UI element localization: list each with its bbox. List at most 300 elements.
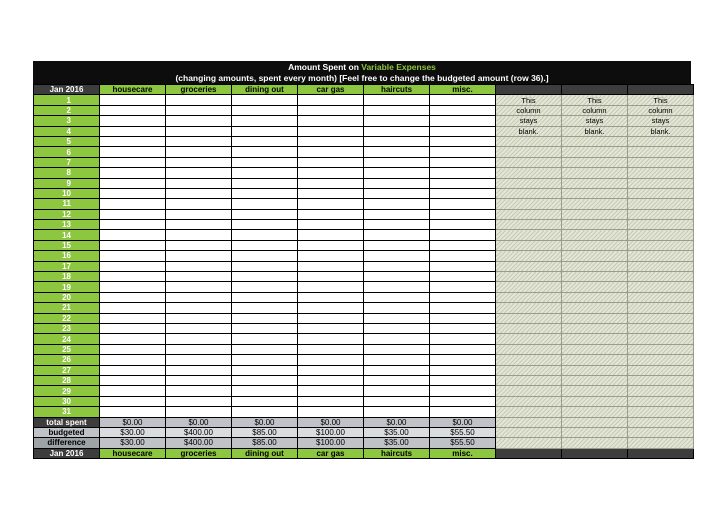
expense-cell[interactable] xyxy=(430,365,496,375)
blank-column-cell: blank. xyxy=(562,126,628,136)
day-number: 27 xyxy=(34,365,100,375)
expense-cell[interactable] xyxy=(100,105,166,115)
expense-cell[interactable] xyxy=(232,178,298,188)
expense-cell[interactable] xyxy=(166,292,232,302)
expense-cell[interactable] xyxy=(298,323,364,333)
expense-cell[interactable] xyxy=(232,261,298,271)
blank-column-cell xyxy=(496,417,562,427)
expense-cell[interactable] xyxy=(232,168,298,178)
expense-cell[interactable] xyxy=(166,240,232,250)
expense-cell[interactable] xyxy=(166,178,232,188)
expense-cell[interactable] xyxy=(166,282,232,292)
expense-cell[interactable] xyxy=(232,282,298,292)
expense-cell[interactable] xyxy=(430,230,496,240)
expense-cell[interactable] xyxy=(232,95,298,105)
expense-cell[interactable] xyxy=(430,199,496,209)
blank-column-cell xyxy=(496,303,562,313)
blank-column-footer xyxy=(496,448,562,458)
blank-column-cell xyxy=(628,147,694,157)
expense-cell[interactable] xyxy=(298,386,364,396)
day-row xyxy=(34,230,694,240)
expense-cell[interactable] xyxy=(166,313,232,323)
expense-cell[interactable] xyxy=(430,292,496,302)
blank-column-header xyxy=(496,85,562,95)
expense-cell[interactable] xyxy=(364,344,430,354)
summary-value: $0.00 xyxy=(430,417,496,427)
summary-value: $0.00 xyxy=(364,417,430,427)
expense-cell[interactable] xyxy=(430,136,496,146)
expense-cell[interactable] xyxy=(100,147,166,157)
blank-column-cell xyxy=(628,292,694,302)
expense-cell[interactable] xyxy=(364,386,430,396)
expense-cell[interactable] xyxy=(166,272,232,282)
blank-column-cell xyxy=(628,365,694,375)
expense-cell[interactable] xyxy=(232,126,298,136)
expense-cell[interactable] xyxy=(430,95,496,105)
expense-cell[interactable] xyxy=(430,344,496,354)
expense-cell[interactable] xyxy=(232,251,298,261)
expense-cell[interactable] xyxy=(364,355,430,365)
expense-cell[interactable] xyxy=(100,396,166,406)
blank-column-cell xyxy=(496,199,562,209)
expense-cell[interactable] xyxy=(232,292,298,302)
blank-column-cell xyxy=(628,323,694,333)
blank-column-cell xyxy=(628,251,694,261)
expense-cell[interactable] xyxy=(166,105,232,115)
day-number: 7 xyxy=(34,157,100,167)
day-row xyxy=(34,365,694,375)
expense-cell[interactable] xyxy=(100,240,166,250)
expense-cell[interactable] xyxy=(166,230,232,240)
day-number: 12 xyxy=(34,209,100,219)
expense-cell[interactable] xyxy=(100,386,166,396)
category-header: misc. xyxy=(430,85,496,95)
blank-column-cell: blank. xyxy=(496,126,562,136)
blank-column-cell xyxy=(562,199,628,209)
expense-cell[interactable] xyxy=(100,95,166,105)
expense-cell[interactable] xyxy=(298,220,364,230)
expense-cell[interactable] xyxy=(364,407,430,417)
blank-column-cell: column xyxy=(496,105,562,115)
blank-column-cell xyxy=(628,157,694,167)
sheet-subtitle: (changing amounts, spent every month) [Feel free to change the budgeted amount (row 36).] xyxy=(175,73,549,83)
blank-column-cell xyxy=(628,344,694,354)
summary-row xyxy=(34,417,694,427)
footer-row xyxy=(34,448,694,458)
expense-cell[interactable] xyxy=(232,407,298,417)
expense-cell[interactable] xyxy=(232,116,298,126)
blank-column-cell xyxy=(562,355,628,365)
expense-cell[interactable] xyxy=(100,292,166,302)
expense-cell[interactable] xyxy=(166,396,232,406)
expense-cell[interactable] xyxy=(100,199,166,209)
blank-column-cell xyxy=(628,168,694,178)
blank-column-footer xyxy=(562,448,628,458)
expense-cell[interactable] xyxy=(364,136,430,146)
expense-cell[interactable] xyxy=(232,105,298,115)
day-number: 5 xyxy=(34,136,100,146)
expense-cell[interactable] xyxy=(298,396,364,406)
expense-cell[interactable] xyxy=(100,116,166,126)
expense-cell[interactable] xyxy=(298,375,364,385)
expense-cell[interactable] xyxy=(298,199,364,209)
expense-cell[interactable] xyxy=(298,95,364,105)
summary-value[interactable]: $400.00 xyxy=(166,427,232,437)
expense-cell[interactable] xyxy=(100,334,166,344)
day-row xyxy=(34,116,694,126)
expense-cell[interactable] xyxy=(364,105,430,115)
expense-cell[interactable] xyxy=(430,105,496,115)
blank-column-cell xyxy=(496,438,562,448)
expense-cell[interactable] xyxy=(166,95,232,105)
expense-cell[interactable] xyxy=(100,220,166,230)
summary-value[interactable]: $85.00 xyxy=(232,427,298,437)
expense-cell[interactable] xyxy=(298,261,364,271)
expense-cell[interactable] xyxy=(100,157,166,167)
expense-cell[interactable] xyxy=(430,178,496,188)
day-number: 8 xyxy=(34,168,100,178)
expense-cell[interactable] xyxy=(364,230,430,240)
blank-column-cell xyxy=(562,375,628,385)
expense-cell[interactable] xyxy=(232,136,298,146)
blank-column-cell xyxy=(628,199,694,209)
expense-cell[interactable] xyxy=(298,116,364,126)
day-number: 3 xyxy=(34,116,100,126)
blank-column-cell xyxy=(562,188,628,198)
summary-label: difference xyxy=(34,438,100,448)
expense-cell[interactable] xyxy=(364,251,430,261)
expense-cell[interactable] xyxy=(430,323,496,333)
day-row xyxy=(34,199,694,209)
expense-cell[interactable] xyxy=(232,323,298,333)
expense-cell[interactable] xyxy=(166,199,232,209)
blank-column-cell xyxy=(496,365,562,375)
day-number: 19 xyxy=(34,282,100,292)
expense-cell[interactable] xyxy=(232,220,298,230)
day-row xyxy=(34,303,694,313)
expense-cell[interactable] xyxy=(100,313,166,323)
blank-column-cell xyxy=(496,220,562,230)
expense-cell[interactable] xyxy=(298,282,364,292)
blank-column-cell xyxy=(562,438,628,448)
expense-cell[interactable] xyxy=(298,178,364,188)
day-number: 31 xyxy=(34,407,100,417)
expense-cell[interactable] xyxy=(100,375,166,385)
expense-cell[interactable] xyxy=(166,344,232,354)
blank-column-cell xyxy=(628,230,694,240)
expense-cell[interactable] xyxy=(364,116,430,126)
expense-cell[interactable] xyxy=(430,313,496,323)
expense-cell[interactable] xyxy=(232,396,298,406)
expense-cell[interactable] xyxy=(430,126,496,136)
expense-cell[interactable] xyxy=(364,282,430,292)
summary-row xyxy=(34,438,694,448)
expense-cell[interactable] xyxy=(298,168,364,178)
blank-column-cell xyxy=(496,313,562,323)
expense-cell[interactable] xyxy=(100,303,166,313)
day-number: 10 xyxy=(34,188,100,198)
expense-cell[interactable] xyxy=(100,178,166,188)
blank-column-cell xyxy=(562,261,628,271)
expense-cell[interactable] xyxy=(364,261,430,271)
expense-cell[interactable] xyxy=(430,407,496,417)
expense-cell[interactable] xyxy=(364,313,430,323)
expense-table xyxy=(33,84,694,459)
summary-label: budgeted xyxy=(34,427,100,437)
expense-cell[interactable] xyxy=(364,126,430,136)
day-row xyxy=(34,396,694,406)
sheet-title xyxy=(33,61,691,73)
blank-column-cell xyxy=(562,365,628,375)
day-number: 30 xyxy=(34,396,100,406)
blank-column-cell xyxy=(496,157,562,167)
expense-cell[interactable] xyxy=(364,178,430,188)
expense-cell[interactable] xyxy=(430,157,496,167)
blank-column-cell xyxy=(628,438,694,448)
expense-cell[interactable] xyxy=(364,220,430,230)
blank-column-cell xyxy=(496,282,562,292)
expense-cell[interactable] xyxy=(298,344,364,354)
category-header: car gas xyxy=(298,85,364,95)
day-row xyxy=(34,323,694,333)
blank-column-cell: This xyxy=(628,95,694,105)
day-row xyxy=(34,126,694,136)
day-number: 20 xyxy=(34,292,100,302)
day-number: 6 xyxy=(34,147,100,157)
expense-cell[interactable] xyxy=(298,365,364,375)
expense-cell[interactable] xyxy=(100,126,166,136)
day-number: 24 xyxy=(34,334,100,344)
blank-column-cell xyxy=(628,261,694,271)
expense-cell[interactable] xyxy=(166,323,232,333)
expense-cell[interactable] xyxy=(430,334,496,344)
expense-cell[interactable] xyxy=(166,220,232,230)
expense-cell[interactable] xyxy=(100,365,166,375)
expense-cell[interactable] xyxy=(100,355,166,365)
expense-cell[interactable] xyxy=(232,313,298,323)
expense-cell[interactable] xyxy=(166,168,232,178)
category-header: housecare xyxy=(100,85,166,95)
blank-column-cell xyxy=(628,313,694,323)
expense-cell[interactable] xyxy=(232,303,298,313)
expense-cell[interactable] xyxy=(298,251,364,261)
expense-cell[interactable] xyxy=(166,334,232,344)
expense-cell[interactable] xyxy=(232,334,298,344)
expense-cell[interactable] xyxy=(166,188,232,198)
day-row xyxy=(34,105,694,115)
expense-cell[interactable] xyxy=(166,157,232,167)
expense-cell[interactable] xyxy=(166,209,232,219)
month-label: Jan 2016 xyxy=(34,448,100,458)
expense-cell[interactable] xyxy=(298,126,364,136)
expense-cell[interactable] xyxy=(166,116,232,126)
expense-cell[interactable] xyxy=(364,209,430,219)
expense-cell[interactable] xyxy=(430,188,496,198)
expense-cell[interactable] xyxy=(232,355,298,365)
day-number: 13 xyxy=(34,220,100,230)
expense-cell[interactable] xyxy=(232,199,298,209)
category-footer: haircuts xyxy=(364,448,430,458)
expense-cell[interactable] xyxy=(100,168,166,178)
expense-cell[interactable] xyxy=(430,272,496,282)
expense-cell[interactable] xyxy=(430,375,496,385)
expense-cell[interactable] xyxy=(430,282,496,292)
blank-column-cell xyxy=(562,230,628,240)
expense-cell[interactable] xyxy=(100,272,166,282)
expense-cell[interactable] xyxy=(232,240,298,250)
expense-cell[interactable] xyxy=(298,136,364,146)
expense-cell[interactable] xyxy=(100,323,166,333)
expense-cell[interactable] xyxy=(298,188,364,198)
expense-cell[interactable] xyxy=(232,365,298,375)
blank-column-cell xyxy=(496,209,562,219)
expense-cell[interactable] xyxy=(364,323,430,333)
expense-cell[interactable] xyxy=(232,230,298,240)
expense-cell[interactable] xyxy=(298,303,364,313)
day-row xyxy=(34,292,694,302)
expense-cell[interactable] xyxy=(364,334,430,344)
expense-cell[interactable] xyxy=(166,303,232,313)
expense-cell[interactable] xyxy=(166,407,232,417)
day-row xyxy=(34,168,694,178)
expense-cell[interactable] xyxy=(100,136,166,146)
day-row xyxy=(34,386,694,396)
expense-cell[interactable] xyxy=(430,209,496,219)
expense-cell[interactable] xyxy=(298,240,364,250)
blank-column-cell xyxy=(496,188,562,198)
blank-column-cell xyxy=(496,427,562,437)
expense-cell[interactable] xyxy=(298,209,364,219)
day-number: 15 xyxy=(34,240,100,250)
blank-column-cell xyxy=(562,240,628,250)
day-row xyxy=(34,136,694,146)
expense-cell[interactable] xyxy=(166,147,232,157)
expense-cell[interactable] xyxy=(430,261,496,271)
expense-cell[interactable] xyxy=(364,240,430,250)
blank-column-cell xyxy=(496,147,562,157)
expense-cell[interactable] xyxy=(364,168,430,178)
expense-cell[interactable] xyxy=(232,147,298,157)
expense-cell[interactable] xyxy=(100,282,166,292)
expense-cell[interactable] xyxy=(364,272,430,282)
expense-cell[interactable] xyxy=(166,355,232,365)
expense-cell[interactable] xyxy=(298,355,364,365)
day-row xyxy=(34,240,694,250)
expense-cell[interactable] xyxy=(298,272,364,282)
expense-cell[interactable] xyxy=(430,240,496,250)
blank-column-footer xyxy=(628,448,694,458)
day-row xyxy=(34,407,694,417)
blank-column-cell xyxy=(562,136,628,146)
title-accent: Variable Expenses xyxy=(361,62,436,72)
expense-cell[interactable] xyxy=(430,147,496,157)
blank-column-cell xyxy=(562,334,628,344)
expense-cell[interactable] xyxy=(430,116,496,126)
day-row xyxy=(34,251,694,261)
blank-column-cell xyxy=(628,220,694,230)
expense-cell[interactable] xyxy=(166,375,232,385)
expense-cell[interactable] xyxy=(430,386,496,396)
blank-column-cell xyxy=(562,386,628,396)
expense-cell[interactable] xyxy=(100,188,166,198)
summary-value[interactable]: $55.50 xyxy=(430,427,496,437)
expense-cell[interactable] xyxy=(232,386,298,396)
blank-column-cell xyxy=(496,272,562,282)
expense-cell[interactable] xyxy=(364,157,430,167)
expense-cell[interactable] xyxy=(166,136,232,146)
expense-cell[interactable] xyxy=(364,375,430,385)
expense-cell[interactable] xyxy=(232,157,298,167)
expense-cell[interactable] xyxy=(364,396,430,406)
day-number: 18 xyxy=(34,272,100,282)
expense-cell[interactable] xyxy=(298,157,364,167)
expense-cell[interactable] xyxy=(166,365,232,375)
expense-cell[interactable] xyxy=(298,230,364,240)
expense-cell[interactable] xyxy=(166,261,232,271)
expense-cell[interactable] xyxy=(430,220,496,230)
expense-cell[interactable] xyxy=(364,95,430,105)
summary-value: $400.00 xyxy=(166,438,232,448)
category-header: haircuts xyxy=(364,85,430,95)
expense-cell[interactable] xyxy=(364,303,430,313)
category-header: dining out xyxy=(232,85,298,95)
expense-cell[interactable] xyxy=(430,396,496,406)
day-row xyxy=(34,355,694,365)
category-footer: car gas xyxy=(298,448,364,458)
summary-value[interactable]: $35.00 xyxy=(364,427,430,437)
expense-cell[interactable] xyxy=(232,188,298,198)
expense-cell[interactable] xyxy=(430,355,496,365)
expense-cell[interactable] xyxy=(364,365,430,375)
expense-cell[interactable] xyxy=(166,126,232,136)
summary-label: total spent xyxy=(34,417,100,427)
expense-cell[interactable] xyxy=(430,303,496,313)
blank-column-cell xyxy=(562,282,628,292)
blank-column-cell: stays xyxy=(496,116,562,126)
expense-cell[interactable] xyxy=(298,407,364,417)
expense-cell[interactable] xyxy=(364,199,430,209)
summary-value: $85.00 xyxy=(232,438,298,448)
expense-cell[interactable] xyxy=(100,230,166,240)
expense-cell[interactable] xyxy=(430,168,496,178)
expense-cell[interactable] xyxy=(364,147,430,157)
blank-column-cell xyxy=(496,168,562,178)
expense-cell[interactable] xyxy=(232,344,298,354)
expense-cell[interactable] xyxy=(232,209,298,219)
blank-column-cell: blank. xyxy=(628,126,694,136)
summary-value[interactable]: $30.00 xyxy=(100,427,166,437)
expense-cell[interactable] xyxy=(100,407,166,417)
expense-cell[interactable] xyxy=(298,313,364,323)
expense-cell[interactable] xyxy=(232,272,298,282)
expense-cell[interactable] xyxy=(166,386,232,396)
summary-value[interactable]: $100.00 xyxy=(298,427,364,437)
expense-cell[interactable] xyxy=(100,251,166,261)
expense-cell[interactable] xyxy=(364,188,430,198)
expense-cell[interactable] xyxy=(100,209,166,219)
expense-cell[interactable] xyxy=(298,147,364,157)
expense-cell[interactable] xyxy=(298,334,364,344)
expense-cell[interactable] xyxy=(298,105,364,115)
expense-cell[interactable] xyxy=(166,251,232,261)
expense-cell[interactable] xyxy=(298,292,364,302)
expense-cell[interactable] xyxy=(364,292,430,302)
expense-cell[interactable] xyxy=(100,344,166,354)
expense-cell[interactable] xyxy=(100,261,166,271)
expense-cell[interactable] xyxy=(232,375,298,385)
expense-cell[interactable] xyxy=(430,251,496,261)
summary-value: $0.00 xyxy=(298,417,364,427)
